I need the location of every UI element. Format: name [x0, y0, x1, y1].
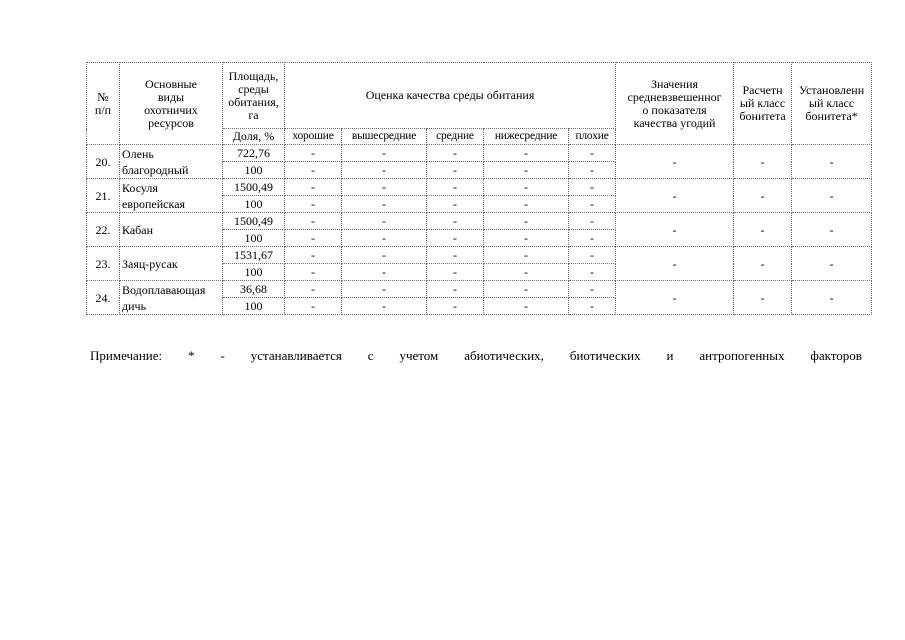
grade-cell: -	[484, 264, 569, 281]
grade-cell: -	[285, 179, 342, 196]
row-share: 100	[223, 298, 285, 315]
grade-cell: -	[427, 145, 484, 162]
grade-cell: -	[569, 213, 616, 230]
footnote-word: факторов	[810, 348, 862, 363]
grade-cell: -	[427, 264, 484, 281]
grade-cell: -	[569, 162, 616, 179]
row-species: Олень благородный	[120, 145, 223, 179]
row-num: 24.	[87, 281, 120, 315]
header-grade: вышесредние	[342, 129, 427, 145]
grade-cell: -	[569, 264, 616, 281]
row-share: 100	[223, 230, 285, 247]
grade-cell: -	[427, 230, 484, 247]
habitat-quality-table	[86, 62, 872, 315]
row-weighted: -	[616, 281, 734, 315]
table-row	[87, 281, 872, 298]
row-calc-class: -	[734, 281, 792, 315]
grade-cell: -	[484, 213, 569, 230]
header-grade: нижесредние	[484, 129, 569, 145]
row-num: 20.	[87, 145, 120, 179]
footnote-word: устанавливается	[250, 348, 342, 363]
table-row	[87, 145, 872, 162]
footnote-word: учетом	[399, 348, 439, 363]
grade-cell: -	[569, 145, 616, 162]
grade-cell: -	[484, 196, 569, 213]
header-grade: хорошие	[285, 129, 342, 145]
row-weighted: -	[616, 179, 734, 213]
grade-cell: -	[342, 264, 427, 281]
row-weighted: -	[616, 247, 734, 281]
row-species: Водоплавающая дичь	[120, 281, 223, 315]
grade-cell: -	[285, 247, 342, 264]
grade-cell: -	[342, 213, 427, 230]
grade-cell: -	[569, 230, 616, 247]
row-weighted: -	[616, 213, 734, 247]
row-share: 100	[223, 264, 285, 281]
row-calc-class: -	[734, 213, 792, 247]
header-grade: средние	[427, 129, 484, 145]
row-species: Кабан	[120, 213, 223, 247]
grade-cell: -	[427, 247, 484, 264]
grade-cell: -	[427, 162, 484, 179]
row-num: 23.	[87, 247, 120, 281]
header-share: Доля, %	[223, 129, 285, 145]
header-num: № п/п	[87, 63, 120, 145]
table-body	[87, 145, 872, 315]
grade-cell: -	[427, 281, 484, 298]
footnote-word: абиотических,	[464, 348, 544, 363]
grade-cell: -	[569, 281, 616, 298]
grade-cell: -	[569, 196, 616, 213]
row-set-class: -	[792, 213, 872, 247]
grade-cell: -	[427, 298, 484, 315]
grade-cell: -	[285, 298, 342, 315]
row-calc-class: -	[734, 145, 792, 179]
grade-cell: -	[342, 298, 427, 315]
footnote	[90, 348, 862, 364]
header-set-class: Установленн ый класс бонитета*	[792, 63, 872, 145]
header-grade: плохие	[569, 129, 616, 145]
table-row	[87, 247, 872, 264]
header-weighted: Значения средневзвешенног о показателя качества угодий	[616, 63, 734, 145]
grade-cell: -	[285, 281, 342, 298]
grade-cell: -	[285, 196, 342, 213]
row-area: 1531,67	[223, 247, 285, 264]
footnote-word: биотических	[569, 348, 641, 363]
grade-cell: -	[285, 213, 342, 230]
row-species: Косуля европейская	[120, 179, 223, 213]
row-set-class: -	[792, 145, 872, 179]
grade-cell: -	[484, 247, 569, 264]
table-header	[87, 63, 872, 145]
grade-cell: -	[427, 179, 484, 196]
footnote-word: и	[666, 348, 674, 363]
grade-cell: -	[285, 162, 342, 179]
grade-cell: -	[342, 179, 427, 196]
grade-cell: -	[342, 281, 427, 298]
grade-cell: -	[427, 213, 484, 230]
grade-cell: -	[484, 230, 569, 247]
grade-cell: -	[285, 264, 342, 281]
header-species: Основные виды охотничих ресурсов	[120, 63, 223, 145]
grade-cell: -	[342, 196, 427, 213]
footnote-word: *	[188, 348, 195, 363]
header-calc-class: Расчетн ый класс бонитета	[734, 63, 792, 145]
grade-cell: -	[285, 230, 342, 247]
row-set-class: -	[792, 247, 872, 281]
grade-cell: -	[569, 179, 616, 196]
grade-cell: -	[484, 298, 569, 315]
row-share: 100	[223, 196, 285, 213]
footnote-word: -	[220, 348, 225, 363]
table-row	[87, 213, 872, 230]
grade-cell: -	[342, 230, 427, 247]
row-area: 722,76	[223, 145, 285, 162]
row-num: 21.	[87, 179, 120, 213]
grade-cell: -	[427, 196, 484, 213]
row-set-class: -	[792, 179, 872, 213]
grade-cell: -	[484, 162, 569, 179]
grade-cell: -	[484, 145, 569, 162]
row-species: Заяц-русак	[120, 247, 223, 281]
row-share: 100	[223, 162, 285, 179]
footnote-word: с	[367, 348, 374, 363]
grade-cell: -	[342, 162, 427, 179]
row-num: 22.	[87, 213, 120, 247]
grade-cell: -	[285, 145, 342, 162]
grade-cell: -	[569, 298, 616, 315]
footnote-word: Примечание:	[90, 348, 163, 363]
table-row	[87, 179, 872, 196]
row-area: 36,68	[223, 281, 285, 298]
grade-cell: -	[484, 179, 569, 196]
header-area: Площадь, среды обитания, га	[223, 63, 285, 129]
row-calc-class: -	[734, 247, 792, 281]
grade-cell: -	[484, 281, 569, 298]
footnote-word: антропогенных	[699, 348, 785, 363]
grade-cell: -	[342, 145, 427, 162]
row-area: 1500,49	[223, 179, 285, 196]
grade-cell: -	[569, 247, 616, 264]
row-area: 1500,49	[223, 213, 285, 230]
grade-cell: -	[342, 247, 427, 264]
row-calc-class: -	[734, 179, 792, 213]
row-weighted: -	[616, 145, 734, 179]
row-set-class: -	[792, 281, 872, 315]
header-quality: Оценка качества среды обитания	[285, 63, 616, 129]
